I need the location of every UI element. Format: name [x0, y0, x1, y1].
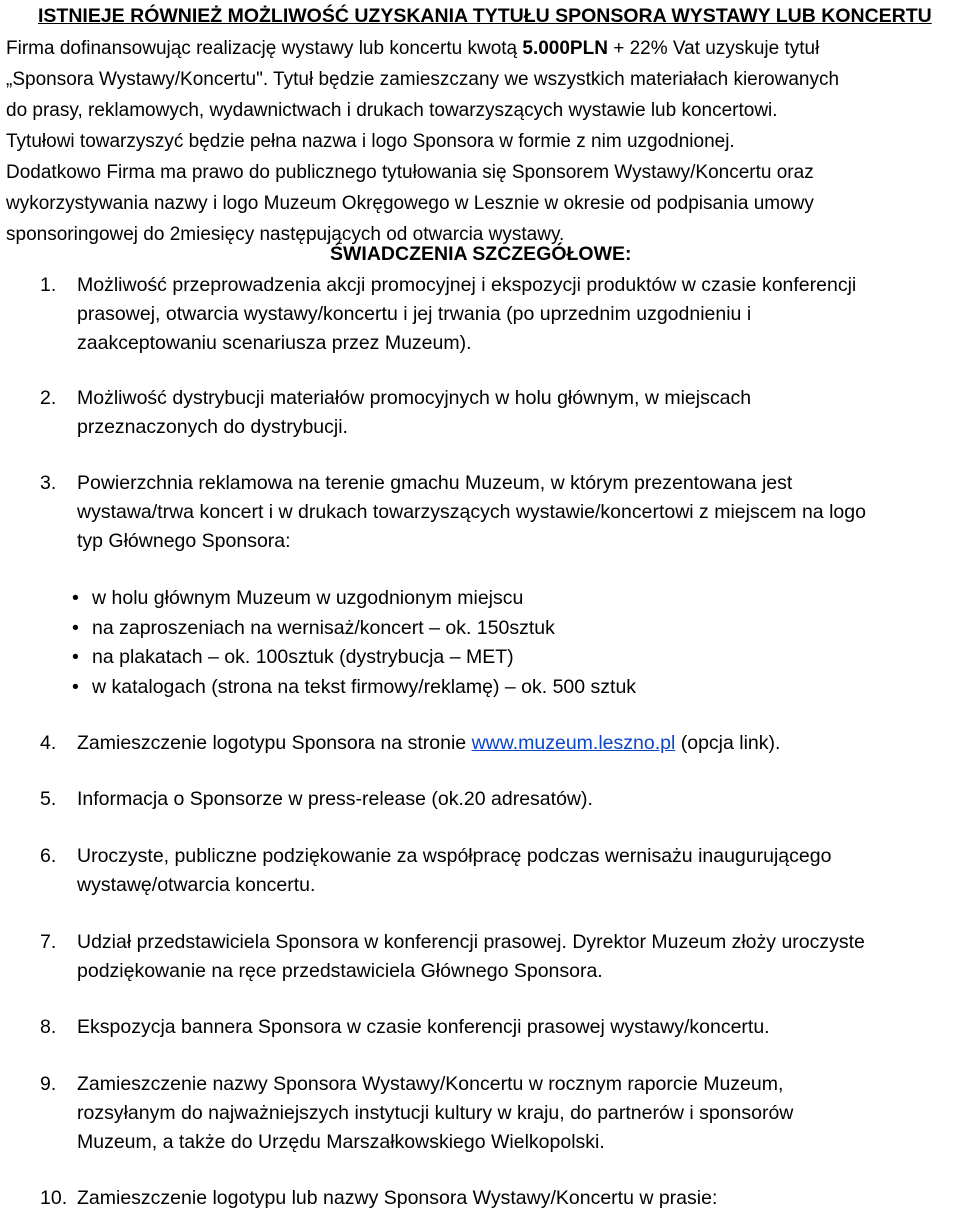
bullet-icon: •	[72, 616, 79, 639]
intro-line: Tytułowi towarzyszyć będzie pełna nazwa i logo Sponsora w formie z nim uzgodnionej.	[6, 131, 735, 152]
intro-text: + 22% Vat uzyskuje tytuł	[607, 38, 820, 59]
list-line: prasowej, otwarcia wystawy/koncertu i jej trwania (po uprzednim uzgodnieniu i	[77, 303, 752, 325]
list-line: podziękowanie na ręce przedstawiciela Głównego Sponsora.	[77, 960, 603, 982]
list-number: 4.	[40, 732, 57, 754]
bullet-item	[72, 584, 636, 614]
page-heading: ISTNIEJE RÓWNIEŻ MOŻLIWOŚĆ UZYSKANIA TYTUŁU SPONSORA WYSTAWY LUB KONCERTU	[38, 5, 932, 27]
list-text: Zamieszczenie logotypu Sponsora na stronie	[77, 732, 472, 754]
list-number: 3.	[40, 472, 57, 494]
list-text: (opcja link).	[675, 732, 781, 754]
list-item-text	[77, 928, 957, 986]
benefits-subheading: ŚWIADCZENIA SZCZEGÓŁOWE:	[330, 243, 632, 265]
sponsor-amount: 5.000PLN	[522, 38, 608, 59]
list-item-text	[77, 842, 957, 900]
bullet-text: na plakatach – ok. 100sztuk (dystrybucja – MET)	[92, 646, 514, 668]
list-item-text	[77, 469, 957, 556]
list-line: Muzeum, a także do Urzędu Marszałkowskiego Wielkopolski.	[77, 1131, 605, 1153]
list-number: 2.	[40, 387, 57, 409]
list-line: Możliwość przeprowadzenia akcji promocyjnej i ekspozycji produktów w czasie konferencji	[77, 274, 857, 296]
intro-line: do prasy, reklamowych, wydawnictwach i drukach towarzyszących wystawie lub koncertowi.	[6, 100, 778, 121]
museum-website-link[interactable]: www.muzeum.leszno.pl	[471, 732, 676, 754]
bullet-item	[72, 614, 636, 644]
list-number: 9.	[40, 1073, 57, 1095]
list-number: 6.	[40, 845, 57, 867]
intro-paragraph	[6, 33, 954, 250]
list-line: wystawę/otwarcia koncertu.	[77, 874, 316, 896]
list-line: Ekspozycja bannera Sponsora w czasie konferencji prasowej wystawy/koncertu.	[77, 1016, 770, 1038]
list-item-text	[77, 271, 957, 358]
list-number: 1.	[40, 274, 57, 296]
bullet-text: na zaproszeniach na wernisaż/koncert – ok. 150sztuk	[92, 616, 555, 639]
list-item-text	[77, 1070, 957, 1157]
list-item-text	[77, 384, 957, 442]
list-number: 7.	[40, 931, 57, 953]
list-line: zaakceptowaniu scenariusza przez Muzeum).	[77, 332, 472, 354]
list-number: 5.	[40, 788, 57, 810]
list-line: Uroczyste, publiczne podziękowanie za współpracę podczas wernisażu inaugurującego	[77, 845, 832, 867]
bullet-icon: •	[72, 587, 79, 609]
intro-line: wykorzystywania nazwy i logo Muzeum Okręgowego w Lesznie w okresie od podpisania umowy	[6, 193, 814, 214]
intro-line	[6, 33, 954, 64]
list-item-text	[77, 729, 957, 758]
list-number: 10.	[40, 1187, 68, 1209]
list-number: 8.	[40, 1016, 57, 1038]
bullet-text: w katalogach (strona na tekst firmowy/reklamę) – ok. 500 sztuk	[92, 675, 637, 698]
bullet-list	[72, 584, 636, 702]
list-item-text	[77, 785, 957, 814]
list-line: rozsyłanym do najważniejszych instytucji kultury w kraju, do partnerów i sponsorów	[77, 1102, 794, 1124]
list-line: Informacja o Sponsorze w press-release (ok.20 adresatów).	[77, 788, 593, 810]
intro-text: Firma dofinansowując realizację wystawy lub koncertu kwotą	[6, 38, 523, 59]
intro-line: sponsoringowej do 2miesięcy następujących od otwarcia wystawy.	[6, 224, 565, 245]
list-line: Powierzchnia reklamowa na terenie gmachu Muzeum, w którym prezentowana jest	[77, 472, 793, 494]
bullet-icon: •	[72, 675, 79, 698]
list-line: Zamieszczenie logotypu lub nazwy Sponsora Wystawy/Koncertu w prasie:	[77, 1187, 718, 1209]
intro-line: Dodatkowo Firma ma prawo do publicznego tytułowania się Sponsorem Wystawy/Koncertu oraz	[6, 162, 814, 183]
list-line: Udział przedstawiciela Sponsora w konferencji prasowej. Dyrektor Muzeum złoży uroczyste	[77, 931, 865, 953]
intro-line: „Sponsora Wystawy/Koncertu". Tytuł będzie zamieszczany we wszystkich materiałach kierowanych	[6, 69, 840, 90]
list-item-text	[77, 1013, 957, 1042]
bullet-item	[72, 643, 636, 673]
list-item-text	[77, 1184, 957, 1213]
bullet-text: w holu głównym Muzeum w uzgodnionym miejscu	[92, 587, 524, 609]
bullet-icon: •	[72, 646, 79, 668]
list-line: przeznaczonych do dystrybucji.	[77, 416, 348, 438]
list-line: Możliwość dystrybucji materiałów promocyjnych w holu głównym, w miejscach	[77, 387, 752, 409]
list-line: Zamieszczenie nazwy Sponsora Wystawy/Koncertu w rocznym raporcie Muzeum,	[77, 1073, 784, 1095]
list-line: typ Głównego Sponsora:	[77, 530, 291, 552]
list-line	[77, 729, 957, 758]
list-line: wystawa/trwa koncert i w drukach towarzyszących wystawie/koncertowi z miejscem na logo	[77, 501, 866, 523]
bullet-item	[72, 673, 636, 703]
